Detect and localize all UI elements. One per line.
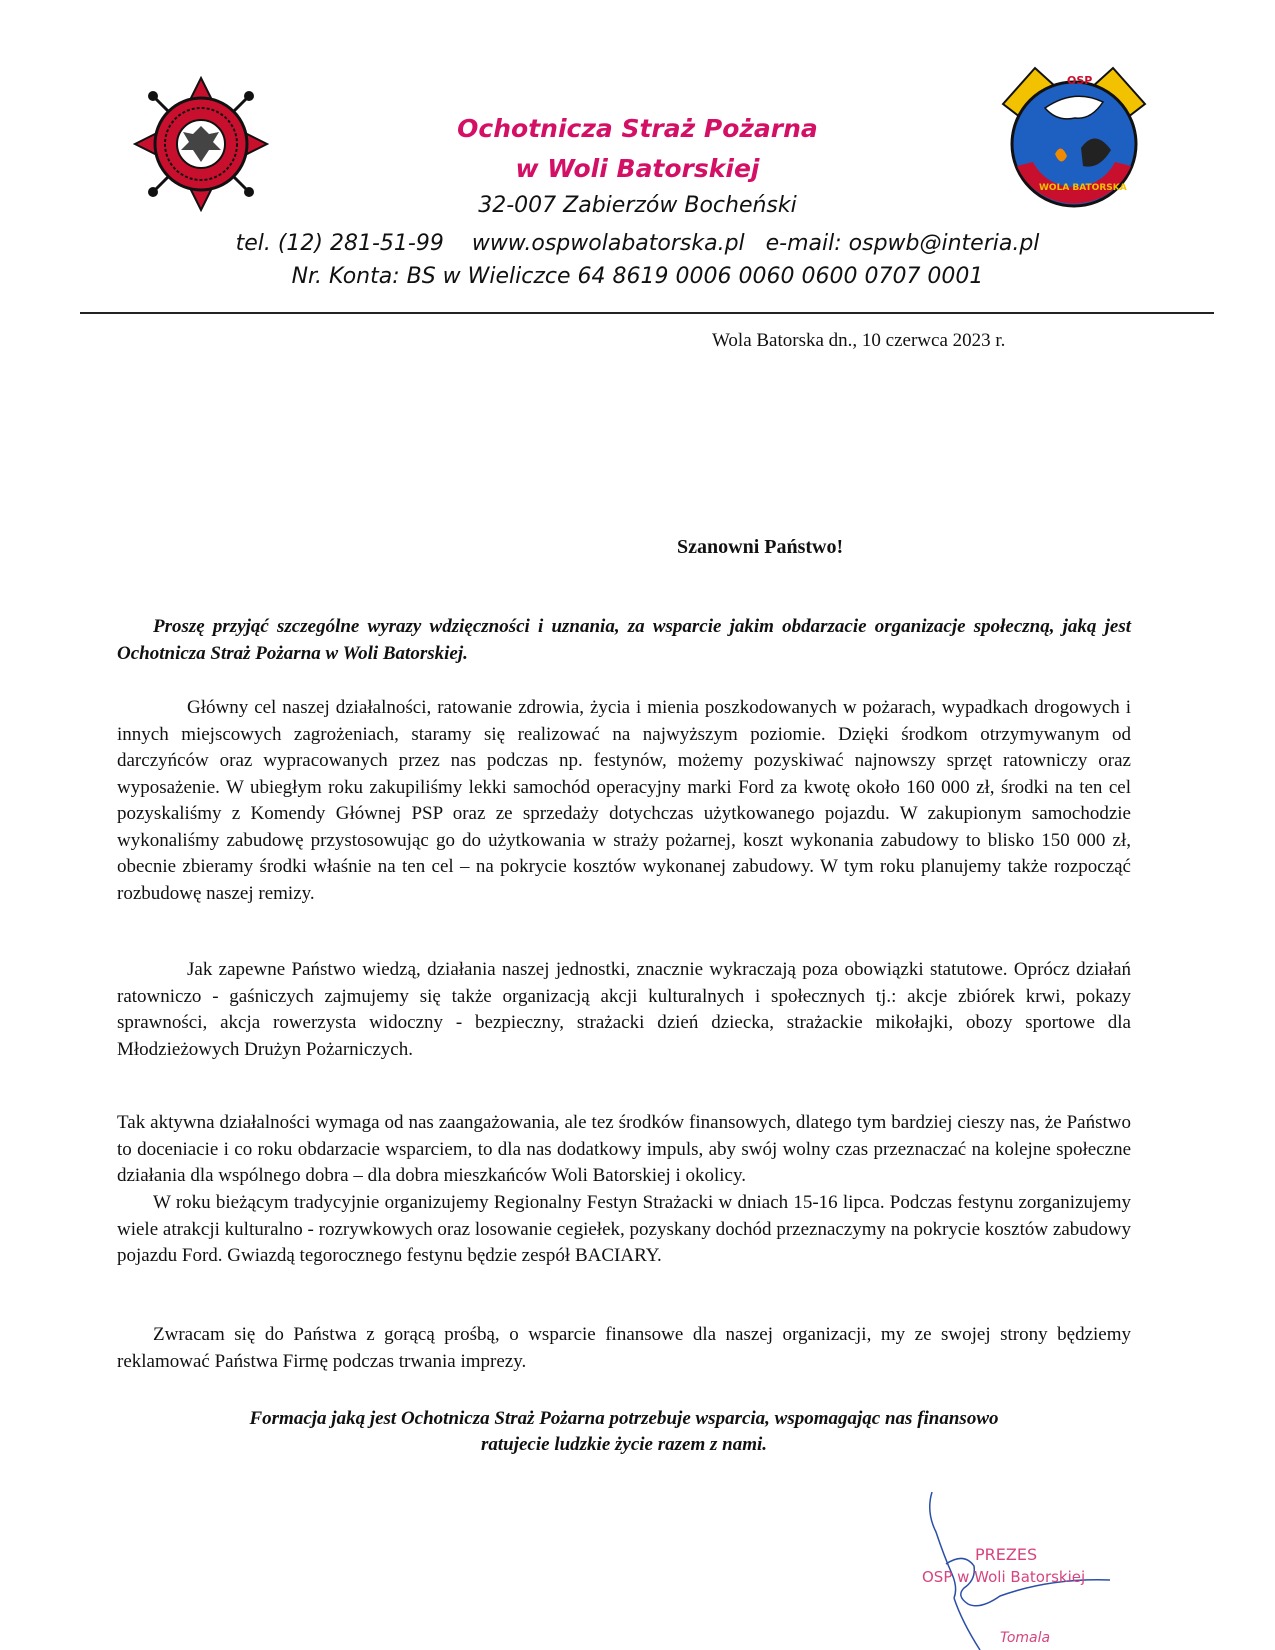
intro-paragraph: Proszę przyjąć szczególne wyrazy wdzięczności i uznania, za wsparcie jakim obdarzacie organizacje społeczną, jaką jest Ochotnicza Straż Pożarna w Woli Batorskiej. bbox=[117, 616, 1131, 664]
paragraph-activities: Jak zapewne Państwo wiedzą, działania naszej jednostki, znacznie wykraczają poza obowiązki statutowe. Oprócz działań ratowniczo - gaśniczych zajmujemy się także organizacją akcji kulturalnych i społecznych tj.: akcje zbiórek krwi, pokazy sprawności, akcja rowerzysta widoczny - bezpieczny, strażacki dzień dziecka, strażackie mikołajki, obozy sportowe dla Młodzieżowych Drużyn Pożarniczych. bbox=[117, 959, 1131, 1060]
header-divider bbox=[80, 312, 1214, 314]
bank-account-line: Nr. Konta: BS w Wieliczce 64 8619 0006 0060 0600 0707 0001 bbox=[291, 264, 984, 289]
paragraph-request: Zwracam się do Państwa z gorącą prośbą, o wsparcie finansowe dla naszej organizacji, my ze swojej strony będziemy reklamować Państwa Firmę podczas trwania imprezy. bbox=[117, 1324, 1131, 1372]
logo-text-bottom: WOLA BATORSKA bbox=[1039, 183, 1127, 193]
contact-line: tel. (12) 281-51-99 www.ospwolabatorska.pl e-mail: ospwb@interia.pl bbox=[235, 231, 1040, 256]
stamp-title: PREZES bbox=[975, 1545, 1038, 1564]
paragraph-festival: W roku bieżącym tradycyjnie organizujemy Regionalny Festyn Strażacki w dniach 15-16 lipca. Podczas festynu zorganizujemy wiele atrakcji kulturalno - rozrywkowych oraz losowanie cegiełek, pozyskany dochód przeznaczymy na pokrycie kosztów zabudowy pojazdu Ford. Gwiazdą tegorocznego festynu będzie zespół BACIARY. bbox=[117, 1192, 1131, 1266]
date-line: Wola Batorska dn., 10 czerwca 2023 r. bbox=[712, 330, 1006, 351]
closing-line-1: Formacja jaką jest Ochotnicza Straż Pożarna potrzebuje wsparcia, wspomagając nas finansowo bbox=[249, 1408, 999, 1429]
stamp-name: Tomala bbox=[1000, 1630, 1051, 1646]
paragraph-mission: Główny cel naszej działalności, ratowanie zdrowia, życia i mienia poszkodowanych w pożarach, wypadkach drogowych i innych miejscowych zagrożeniach, staramy się realizować na najwyższym poziomie. Dzięki środkom otrzymywanym od darczyńców oraz wypracowanych przez nas podczas np. festynów, możemy pozyskiwać najnowszy sprzęt ratowniczy oraz wyposażenie. W ubiegłym roku zakupiliśmy lekki samochód operacyjny marki Ford za kwotę około 160 000 zł, środki na ten cel pozyskaliśmy z Komendy Głównej PSP oraz ze sprzedaży dotychczas użytkowanego pojazdu. W zakupionym samochodzie wykonaliśmy zabudowę przystosowując go do użytkowania w straży pożarnej, koszt wykonania zabudowy to blisko 150 000 zł, obecnie zbieramy środki właśnie na ten cel – na pokrycie kosztów wykonanej zabudowy. W tym roku planujemy także rozpocząć rozbudowę naszej remizy. bbox=[117, 697, 1131, 904]
fire-brigade-cross-emblem bbox=[133, 76, 269, 212]
logo-text-osp: OSP bbox=[1067, 74, 1093, 87]
salutation: Szanowni Państwo! bbox=[677, 536, 844, 558]
organization-address: 32-007 Zabierzów Bocheński bbox=[478, 193, 797, 218]
paragraph-support: Tak aktywna działalności wymaga od nas zaangażowania, ale tez środków finansowych, dlatego tym bardziej cieszy nas, że Państwo to doceniacie i co roku obdarzacie wsparciem, to dla nas dodatkowy impuls, aby swój wolny czas przeznaczać na kolejne społeczne działania dla wspólnego dobra – dla dobra mieszkańców Woli Batorskiej i okolicy. bbox=[117, 1112, 1131, 1186]
organization-location: w Woli Batorskiej bbox=[515, 154, 760, 183]
closing-appeal bbox=[117, 1406, 1131, 1458]
organization-name: Ochotnicza Straż Pożarna bbox=[457, 114, 818, 143]
stamp-organization: OSP w Woli Batorskiej bbox=[922, 1568, 1086, 1586]
closing-line-2: ratujecie ludzkie życie razem z nami. bbox=[480, 1434, 768, 1455]
